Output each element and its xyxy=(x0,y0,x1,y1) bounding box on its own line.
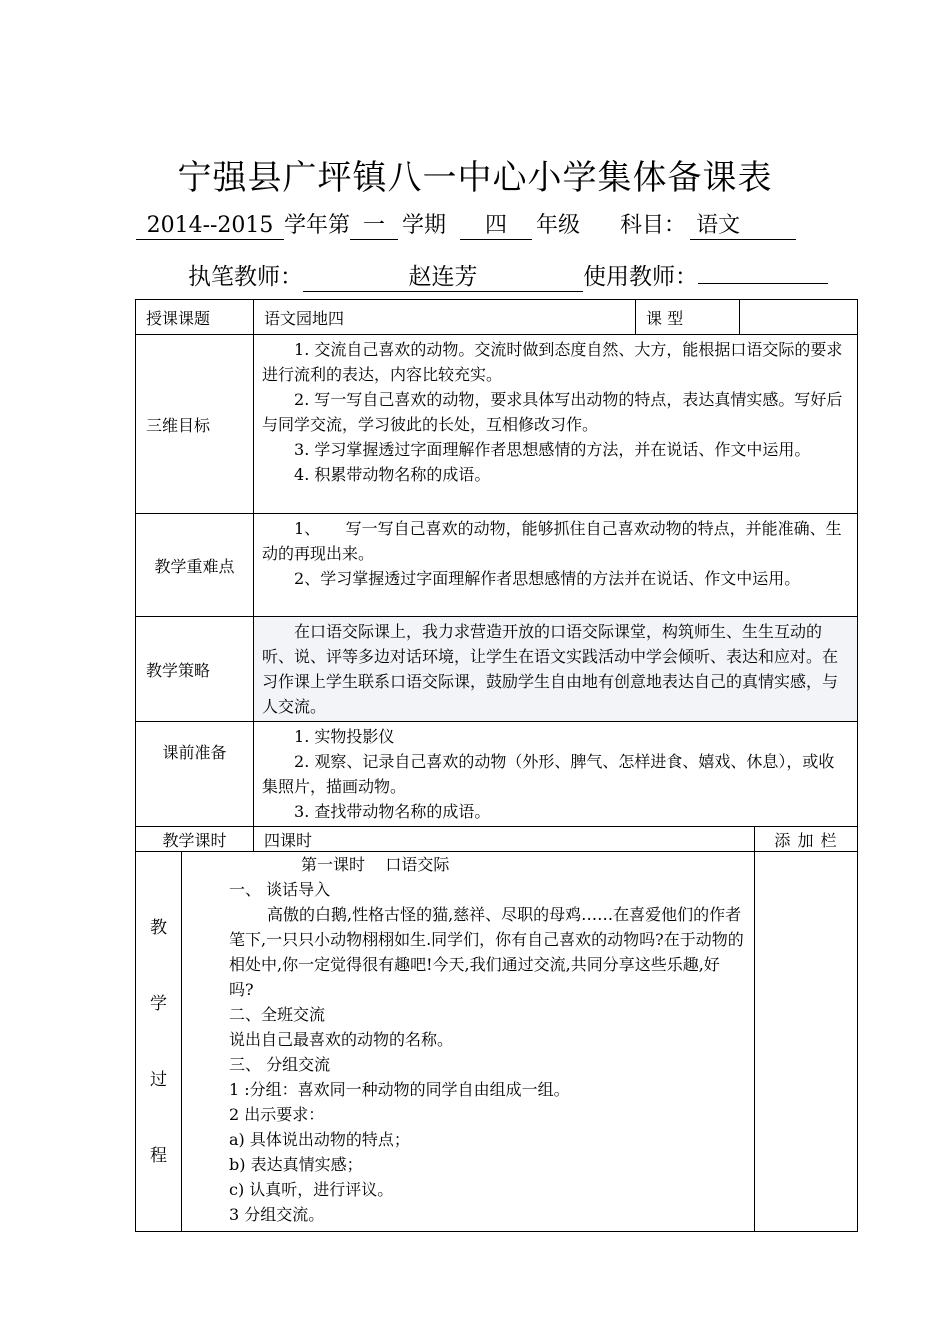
prep-content xyxy=(254,722,858,827)
goal-item: 1. 交流自己喜欢的动物。交流时做到态度自然、大方，能根据口语交际的要求进行流利的表达，内容比较充实。 xyxy=(262,340,843,384)
notes-column xyxy=(755,852,858,1232)
grade-value: 四 xyxy=(460,213,532,240)
prep-item: 2. 观察、记录自己喜欢的动物（外形、脾气、怎样进食、嬉戏、休息），或收集照片，描画动物。 xyxy=(262,752,835,796)
author-label: 执笔教师： xyxy=(188,264,303,290)
goals-content xyxy=(254,335,858,514)
strategy-label: 教学策略 xyxy=(136,617,254,722)
topic-value: 语文园地四 xyxy=(254,300,636,335)
goal-item: 2. 写一写自己喜欢的动物，要求具体写出动物的特点，表达真情实感。写好后与同学交流，学习彼此的长处，互相修改习作。 xyxy=(262,390,843,434)
step-text: 3 分组交流。 xyxy=(229,1205,325,1224)
user-value xyxy=(698,283,828,284)
keypoint-item: 2、学习掌握透过字面理解作者思想感情的方法并在说话、作文中运用。 xyxy=(294,569,801,588)
grade-label: 年级 xyxy=(536,213,581,238)
step-text: 1 :分组：喜欢同一种动物的同学自由组成一组。 xyxy=(229,1080,570,1099)
prep-label: 课前准备 xyxy=(136,722,254,827)
author-value: 赵连芳 xyxy=(303,263,583,292)
lesson-title: 第一课时 口语交际 xyxy=(301,855,450,874)
step-text: a) 具体说出动物的特点； xyxy=(229,1130,410,1149)
teacher-line xyxy=(188,258,828,292)
page-title: 宁强县广坪镇八一中心小学集体备课表 xyxy=(177,158,773,198)
year-value: 2014--2015 xyxy=(136,213,284,240)
hours-label: 教学课时 xyxy=(136,827,254,852)
year-label: 学年第 xyxy=(284,213,351,238)
term-line xyxy=(136,208,796,240)
keypoints-label: 教学重难点 xyxy=(136,514,254,617)
term-label: 学期 xyxy=(402,213,447,238)
process-content xyxy=(182,852,755,1232)
subject-value: 语文 xyxy=(690,213,796,240)
lesson-plan-table xyxy=(135,299,858,1232)
goal-item: 4. 积累带动物名称的成语。 xyxy=(294,465,491,484)
hours-value: 四课时 xyxy=(254,827,755,852)
goal-item: 3. 学习掌握透过字面理解作者思想感情的方法，并在说话、作文中运用。 xyxy=(294,440,811,459)
step-text: 说出自己最喜欢的动物的名称。 xyxy=(229,1030,454,1049)
step-text: b) 表达真情实感； xyxy=(229,1155,363,1174)
prep-item: 1. 实物投影仪 xyxy=(294,727,395,746)
process-char: 学 xyxy=(150,993,167,1014)
goals-label: 三维目标 xyxy=(136,335,254,514)
keypoints-content xyxy=(254,514,858,617)
process-char: 过 xyxy=(150,1069,167,1090)
keypoint-item: 1、 写一写自己喜欢的动物，能够抓住自己喜欢动物的特点，并能准确、生动的再现出来。 xyxy=(262,519,842,563)
topic-label: 授课课题 xyxy=(136,300,254,335)
strategy-content xyxy=(254,617,858,722)
type-label: 课 型 xyxy=(636,300,740,335)
intro-paragraph: 高傲的白鹅,性格古怪的猫,慈祥、尽职的母鸡……在喜爱他们的作者笔下,一只只小动物栩栩如生.同学们，你有自己喜欢的动物吗?在于动物的相处中,你一定觉得很有趣吧!今天,我们通过交流,共同分享这些乐趣,好吗? xyxy=(229,905,744,999)
step-text xyxy=(229,902,744,1002)
term-value: 一 xyxy=(350,213,398,240)
notes-label: 添 加 栏 xyxy=(755,827,858,852)
process-char: 程 xyxy=(150,1145,167,1166)
prep-item: 3. 查找带动物名称的成语。 xyxy=(294,802,491,821)
step-heading: 三、 分组交流 xyxy=(229,1055,331,1074)
type-value xyxy=(740,300,858,335)
strategy-text: 在口语交际课上，我力求营造开放的口语交际课堂，构筑师生、生生互动的听、说、评等多边对话环境，让学生在语文实践活动中学会倾听、表达和应对。在习作课上学生联系口语交际课，鼓励学生自由地有创意地表达自己的真情实感，与人交流。 xyxy=(262,622,839,716)
subject-label: 科目： xyxy=(620,213,687,238)
step-heading: 一、 谈话导入 xyxy=(229,880,331,899)
step-text: c) 认真听，进行评议。 xyxy=(229,1180,394,1199)
user-label: 使用教师： xyxy=(583,264,698,290)
step-heading: 二、全班交流 xyxy=(229,1005,326,1024)
step-text: 2 出示要求： xyxy=(229,1105,325,1124)
process-label xyxy=(136,852,182,1232)
process-char: 教 xyxy=(150,917,167,938)
